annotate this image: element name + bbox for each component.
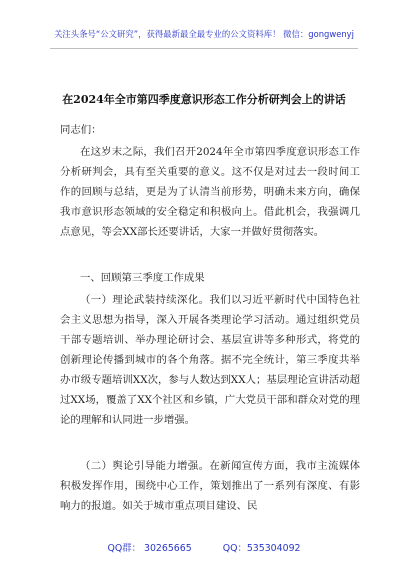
footer-qq: QQ：535304092 — [222, 543, 301, 554]
section-heading-1: 一、回顾第三季度工作成果 — [80, 272, 205, 284]
salutation: 同志们： — [60, 124, 102, 136]
header-divider — [50, 48, 358, 49]
subsection-2-paragraph: （二）舆论引导能力增强。在新闻宣传方面，我市主流媒体积极发挥作用，围绕中心工作，策划推出了一系列有深度、有影响力的报道。如关于城市重点项目建设、民 — [60, 460, 360, 512]
footer-contact — [0, 540, 408, 554]
subsection-1-paragraph: （一）理论武装持续深化。我们以习近平新时代中国特色社会主义思想为指导，深入开展各类理论学习活动。通过组织党员干部专题培训、举办理论研讨会、基层宣讲等多种形式，将党的创新理论传播到城市的各个角落。据不完全统计，第三季度共举办市级专题培训XX次，参与人数达到XX人；基层理论宣讲活动超过XX场，覆盖了XX个社区和乡镇，广大党员干部和群众对党的理论的理解和认同进一步增强。 — [60, 294, 360, 426]
footer-qq-group: QQ群： 30265665 — [107, 543, 192, 554]
header-promo-note: 关注头条号“公文研究”，获得最新最全最专业的公文资料库！ 微信：gongwenyj — [54, 29, 354, 39]
document-title: 在2024年全市第四季度意识形态工作分析研判会上的讲话 — [62, 93, 346, 106]
intro-paragraph: 在这岁末之际，我们召开2024年全市第四季度意识形态工作分析研判会，具有至关重要的意义。这不仅是对过去一段时间工作的回顾与总结，更是为了认清当前形势，明确未来方向，确保我市意识形态领域的安全稳定和积极向上。借此机会，我强调几点意见，等会XX部长还要讲话，大家一并做好贯彻落实。 — [60, 146, 360, 238]
